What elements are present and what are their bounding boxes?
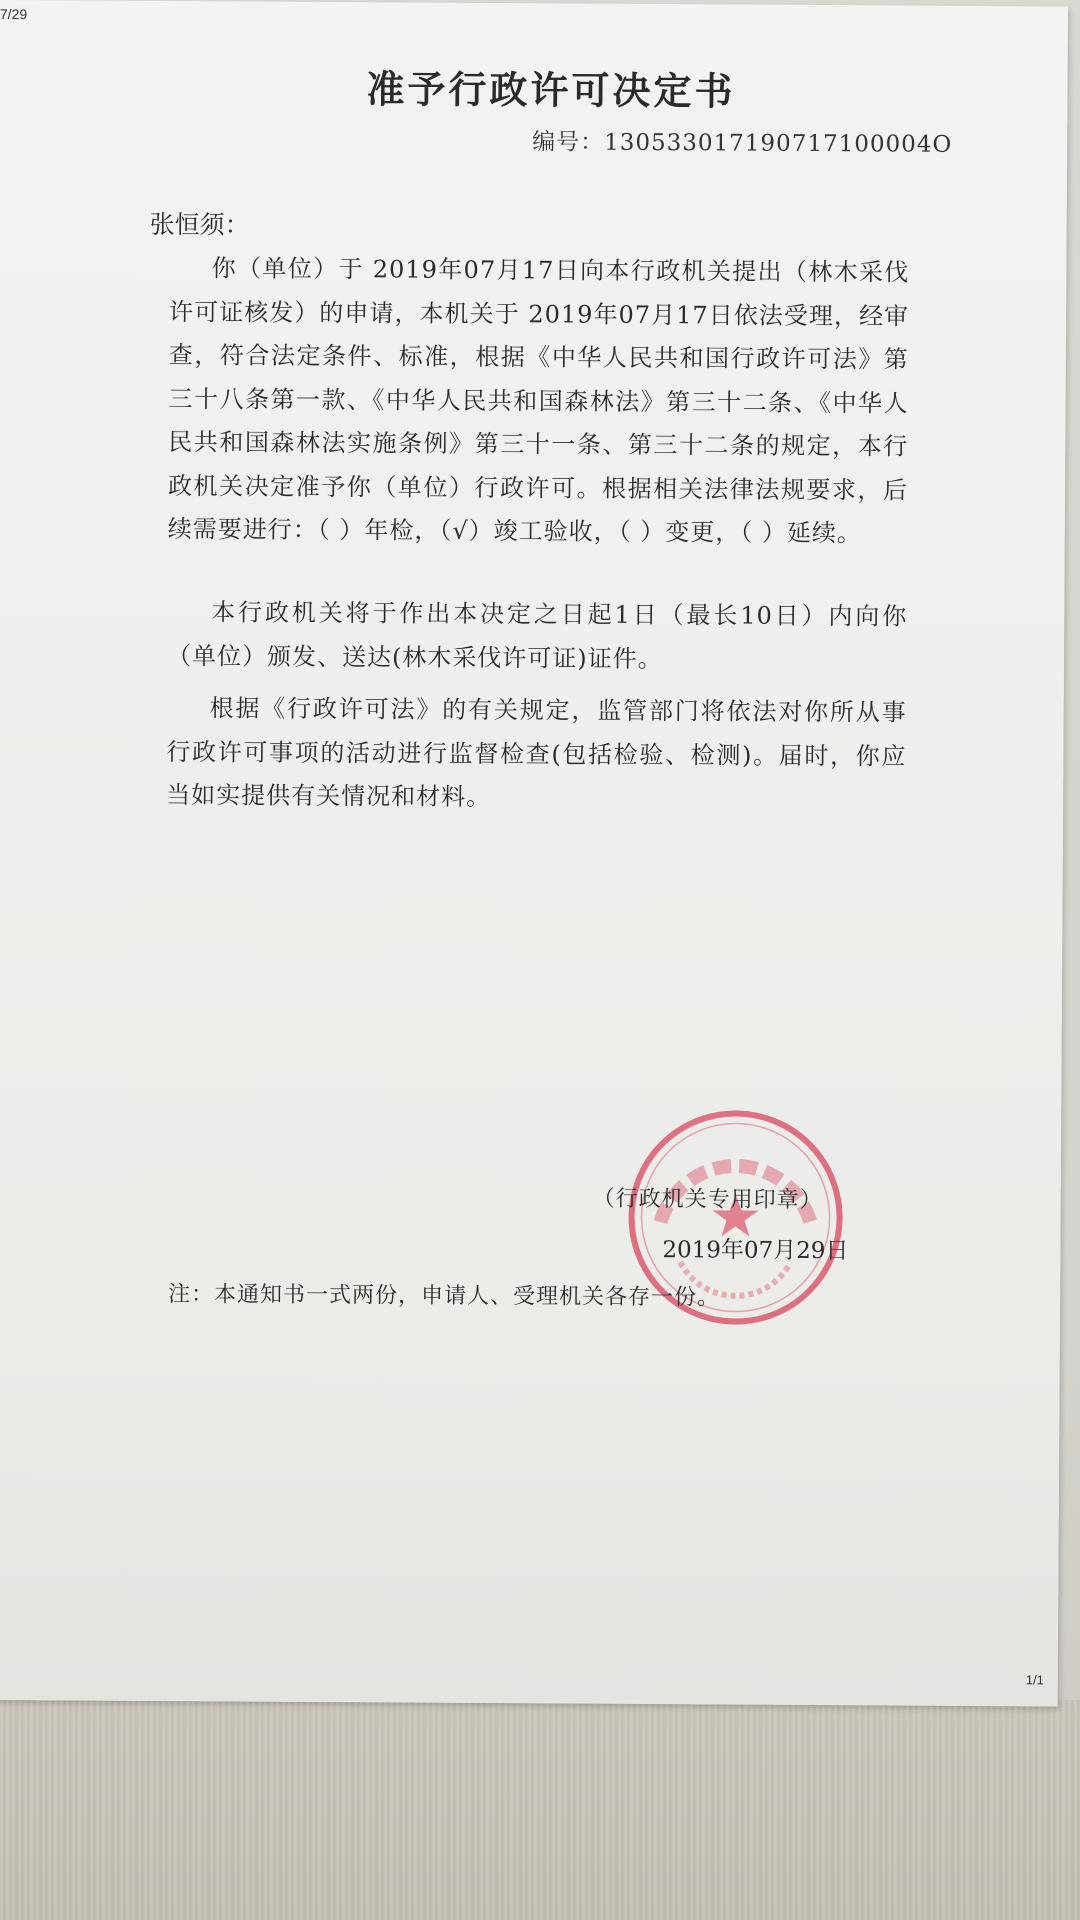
paragraph-text: 本行政机关将于作出本决定之日起1日（最长10日）内向你（单位）颁发、送达(林木采伐许可证)证件。 — [166, 598, 908, 673]
document-number: 编号：130533017190717100004O — [532, 129, 953, 158]
salutation: 张恒须： — [149, 209, 250, 240]
page-count: 1/1 — [1025, 1672, 1044, 1688]
document-title: 准予行政许可决定书 — [366, 66, 736, 114]
seal-label: （行政机关专用印章） — [592, 1186, 823, 1214]
body-paragraph — [166, 687, 907, 822]
floor-background — [0, 1700, 1080, 1920]
paragraph-text: 你（单位）于 2019年07月17日向本行政机关提出（林木采伐许可证核发）的申请，本机关于 2019年07月17日依法受理，经审查，符合法定条件、标准，根据《中华人民共和国行政许可法》第三十八条第一款、《中华人民共和国森林法》第三十二条、《中华人民共和国森林法实施条例》第三十一条、第三十二条的规定，本行政机关决定准予你（单位）行政许可。根据相关法律法规要求，后续需要进行：（ ）年检，（√）竣工验收，（ ）变更，（ ）延续。 — [167, 254, 910, 548]
signature-date: 2019年07月29日 — [662, 1237, 849, 1265]
footnote: 注：本通知书一式两份，申请人、受理机关各存一份。 — [168, 1282, 721, 1311]
corner-date-fragment: 7/29 — [0, 5, 28, 23]
paragraph-text: 根据《行政许可法》的有关规定，监管部门将依法对你所从事行政许可事项的活动进行监督检查(包括检验、检测)。届时，你应当如实提供有关情况和材料。 — [166, 694, 907, 812]
body-paragraph — [167, 591, 908, 683]
body-paragraph — [168, 247, 910, 556]
